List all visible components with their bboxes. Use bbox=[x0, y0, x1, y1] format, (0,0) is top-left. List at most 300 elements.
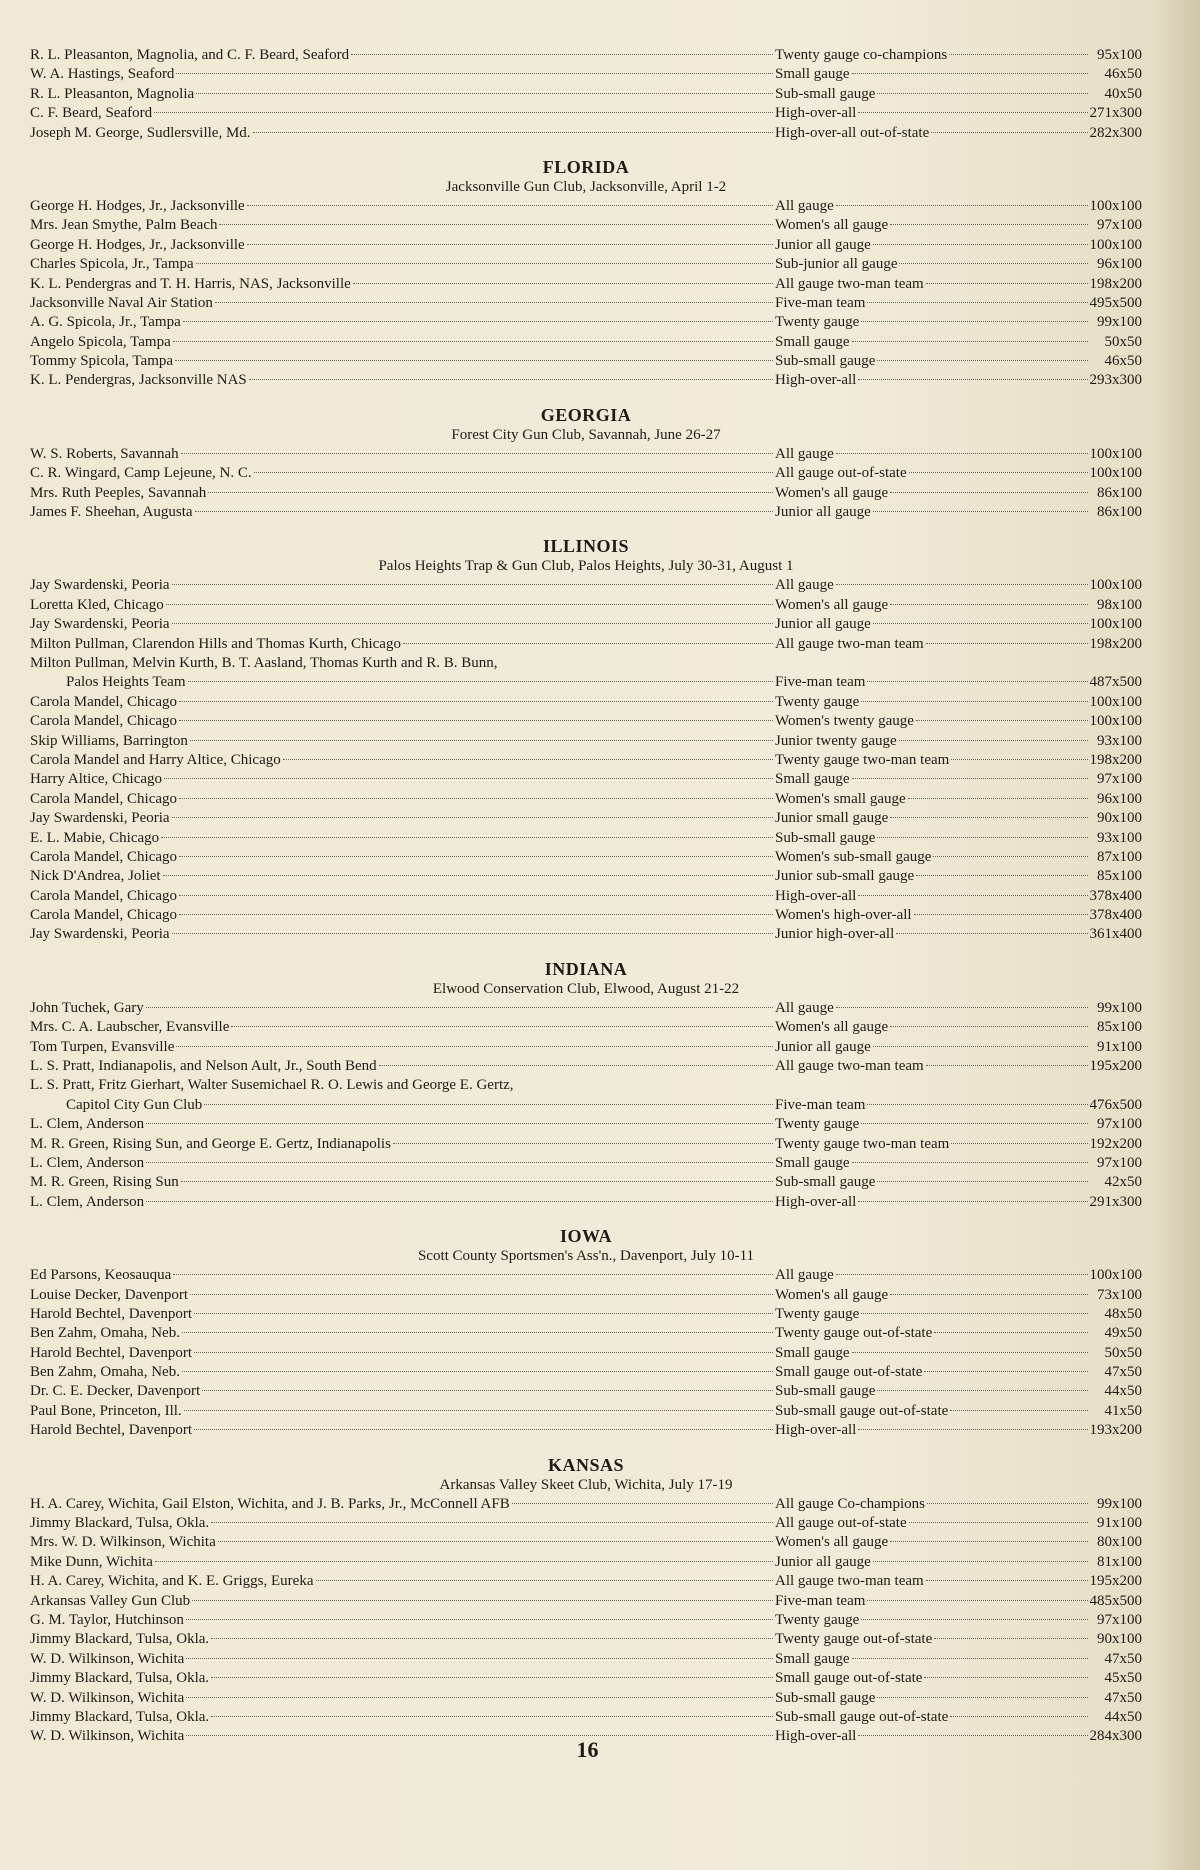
result-continuation-line: L. S. Pratt, Fritz Gierhart, Walter Susemichael R. O. Lewis and George E. Gertz, bbox=[30, 1077, 514, 1094]
result-left bbox=[30, 1286, 775, 1305]
state-section bbox=[30, 156, 1142, 391]
club-subheading: Palos Heights Trap & Gun Club, Palos Heights, July 30-31, August 1 bbox=[378, 558, 794, 575]
result-row bbox=[30, 1592, 1142, 1611]
shooter-name: L. Clem, Anderson bbox=[30, 1154, 145, 1171]
event-name: Sub-small gauge bbox=[775, 353, 876, 370]
event-name: High-over-all bbox=[775, 1422, 857, 1439]
result-right bbox=[775, 1286, 1142, 1305]
result-row bbox=[30, 464, 1142, 483]
shooter-name: Ben Zahm, Omaha, Neb. bbox=[30, 1325, 180, 1342]
dot-leader bbox=[877, 837, 1088, 838]
event-name: Twenty gauge bbox=[775, 693, 860, 710]
dot-leader bbox=[950, 1716, 1088, 1717]
dot-leader bbox=[908, 798, 1088, 799]
result-left bbox=[30, 1669, 775, 1688]
shooter-name: Jay Swardenski, Peoria bbox=[30, 810, 170, 827]
score-value: 80x100 bbox=[1097, 1534, 1142, 1551]
dot-leader bbox=[861, 1123, 1088, 1124]
event-name: Junior all gauge bbox=[775, 1553, 871, 1570]
dot-leader bbox=[204, 1104, 773, 1105]
result-right bbox=[775, 46, 1142, 65]
result-row bbox=[30, 352, 1142, 371]
result-left bbox=[30, 1689, 775, 1708]
result-row bbox=[30, 635, 1142, 654]
event-name: Junior all gauge bbox=[775, 616, 871, 633]
score-value: 86x100 bbox=[1097, 504, 1142, 521]
event-name: Junior small gauge bbox=[775, 810, 889, 827]
result-left bbox=[30, 673, 775, 692]
event-name: Twenty gauge co-champions bbox=[775, 47, 948, 63]
dot-leader bbox=[219, 224, 773, 225]
event-name: Twenty gauge bbox=[775, 1116, 860, 1133]
state-heading: ILLINOIS bbox=[542, 536, 630, 557]
result-row bbox=[30, 1286, 1142, 1305]
shooter-name: Loretta Kled, Chicago bbox=[30, 596, 164, 613]
score-value: 96x100 bbox=[1097, 256, 1142, 273]
dot-leader bbox=[852, 1162, 1088, 1163]
score-value: 378x400 bbox=[1089, 887, 1142, 904]
result-left bbox=[30, 693, 775, 712]
state-section bbox=[30, 404, 1142, 523]
result-row bbox=[30, 1057, 1142, 1076]
state-section bbox=[30, 1225, 1142, 1441]
event-name: Sub-small gauge out-of-state bbox=[775, 1402, 949, 1419]
shooter-name: R. L. Pleasanton, Magnolia bbox=[30, 85, 195, 102]
result-right bbox=[775, 1592, 1142, 1611]
event-name: All gauge two-man team bbox=[775, 1573, 924, 1590]
dot-leader bbox=[873, 623, 1088, 624]
dot-leader bbox=[353, 283, 773, 284]
result-row bbox=[30, 445, 1142, 464]
result-right bbox=[775, 236, 1142, 255]
result-row bbox=[30, 1421, 1142, 1440]
event-name: Junior high-over-all bbox=[775, 926, 895, 943]
result-left bbox=[30, 371, 775, 390]
result-left bbox=[30, 809, 775, 828]
result-left bbox=[30, 1553, 775, 1572]
result-left bbox=[30, 790, 775, 809]
result-row bbox=[30, 46, 1142, 65]
shooter-name: Mike Dunn, Wichita bbox=[30, 1553, 153, 1570]
dot-leader bbox=[172, 933, 773, 934]
dot-leader bbox=[861, 321, 1088, 322]
dot-leader bbox=[176, 73, 773, 74]
dot-leader bbox=[218, 1541, 773, 1542]
shooter-name: A. G. Spicola, Jr., Tampa bbox=[30, 314, 181, 331]
result-left bbox=[30, 576, 775, 595]
dot-leader bbox=[890, 224, 1088, 225]
result-row bbox=[30, 673, 1142, 692]
shooter-name: G. M. Taylor, Hutchinson bbox=[30, 1612, 184, 1628]
state-heading: FLORIDA bbox=[542, 156, 630, 177]
result-right bbox=[775, 751, 1142, 770]
dot-leader bbox=[890, 492, 1088, 493]
result-right bbox=[775, 1363, 1142, 1382]
dot-leader bbox=[867, 1104, 1087, 1105]
result-left bbox=[30, 124, 775, 143]
dot-leader bbox=[176, 1046, 773, 1047]
result-left bbox=[30, 732, 775, 751]
result-row bbox=[30, 371, 1142, 390]
event-name: Women's all gauge bbox=[775, 596, 889, 613]
shooter-name: M. R. Green, Rising Sun bbox=[30, 1174, 179, 1191]
result-left bbox=[30, 1708, 775, 1727]
event-name: Sub-small gauge bbox=[775, 1174, 876, 1191]
dot-leader bbox=[877, 1697, 1088, 1698]
result-right bbox=[775, 1115, 1142, 1134]
shooter-name: Skip Williams, Barrington bbox=[30, 732, 188, 749]
shooter-name: John Tuchek, Gary bbox=[30, 999, 144, 1016]
result-right bbox=[775, 829, 1142, 848]
dot-leader bbox=[949, 54, 1088, 55]
dot-leader bbox=[211, 1522, 773, 1523]
club-subheading: Scott County Sportsmen's Ass'n., Davenport, July 10-11 bbox=[417, 1248, 755, 1265]
result-right bbox=[775, 503, 1142, 522]
shooter-name: Angelo Spicola, Tampa bbox=[30, 333, 171, 350]
result-right bbox=[775, 1402, 1142, 1421]
dot-leader bbox=[351, 54, 773, 55]
result-right bbox=[775, 1193, 1142, 1212]
result-left bbox=[30, 867, 775, 886]
event-name: Junior sub-small gauge bbox=[775, 868, 915, 885]
event-name: Junior all gauge bbox=[775, 1038, 871, 1055]
dot-leader bbox=[924, 1371, 1088, 1372]
dot-leader bbox=[951, 759, 1087, 760]
dot-leader bbox=[146, 1123, 773, 1124]
result-row bbox=[30, 216, 1142, 235]
result-right bbox=[775, 1173, 1142, 1192]
dot-leader bbox=[283, 759, 773, 760]
dot-leader bbox=[877, 1181, 1088, 1182]
shooter-name: Carola Mandel, Chicago bbox=[30, 887, 178, 904]
event-name: All gauge two-man team bbox=[775, 275, 924, 292]
score-value: 49x50 bbox=[1104, 1325, 1142, 1342]
dot-leader bbox=[934, 1638, 1088, 1639]
shooter-name: Mrs. Jean Smythe, Palm Beach bbox=[30, 217, 218, 234]
score-value: 361x400 bbox=[1089, 926, 1142, 943]
event-name: Five-man team bbox=[775, 294, 866, 311]
result-left bbox=[30, 1363, 775, 1382]
result-row bbox=[30, 790, 1142, 809]
result-right bbox=[775, 887, 1142, 906]
shooter-name: H. A. Carey, Wichita, and K. E. Griggs, Eureka bbox=[30, 1573, 314, 1590]
result-row bbox=[30, 906, 1142, 925]
score-value: 100x100 bbox=[1089, 577, 1142, 594]
dot-leader bbox=[190, 1294, 773, 1295]
dot-leader bbox=[181, 453, 773, 454]
result-row bbox=[30, 294, 1142, 313]
dot-leader bbox=[161, 837, 773, 838]
result-row bbox=[30, 1382, 1142, 1401]
result-right bbox=[775, 848, 1142, 867]
result-row bbox=[30, 848, 1142, 867]
dot-leader bbox=[208, 492, 773, 493]
dot-leader bbox=[951, 1143, 1087, 1144]
score-value: 485x500 bbox=[1089, 1592, 1142, 1609]
score-value: 100x100 bbox=[1089, 1267, 1142, 1284]
score-value: 90x100 bbox=[1097, 1631, 1142, 1648]
club-subheading: Forest City Gun Club, Savannah, June 26-27 bbox=[451, 426, 721, 443]
result-row bbox=[30, 1173, 1142, 1192]
dot-leader bbox=[877, 1390, 1088, 1391]
dot-leader bbox=[861, 701, 1087, 702]
result-right bbox=[775, 1421, 1142, 1440]
score-value: 100x100 bbox=[1089, 693, 1142, 710]
score-value: 198x200 bbox=[1089, 751, 1142, 768]
result-left bbox=[30, 829, 775, 848]
shooter-name: Tommy Spicola, Tampa bbox=[30, 353, 174, 370]
score-value: 47x50 bbox=[1104, 1689, 1142, 1706]
result-row bbox=[30, 1344, 1142, 1363]
shooter-name: K. L. Pendergras, Jacksonville NAS bbox=[30, 372, 247, 389]
dot-leader bbox=[146, 1162, 773, 1163]
shooter-name: Jimmy Blackard, Tulsa, Okla. bbox=[30, 1670, 210, 1687]
event-name: Twenty gauge two-man team bbox=[775, 1135, 950, 1152]
dot-leader bbox=[877, 93, 1088, 94]
dot-leader bbox=[247, 244, 773, 245]
score-value: 193x200 bbox=[1089, 1422, 1142, 1439]
shooter-name: Ed Parsons, Keosauqua bbox=[30, 1267, 172, 1284]
result-right bbox=[775, 104, 1142, 123]
event-name: Twenty gauge bbox=[775, 1305, 860, 1322]
result-row bbox=[30, 829, 1142, 848]
result-right bbox=[775, 333, 1142, 352]
club-subheading: Elwood Conservation Club, Elwood, August 21-22 bbox=[432, 980, 740, 997]
score-value: 91x100 bbox=[1097, 1515, 1142, 1532]
dot-leader bbox=[202, 1390, 773, 1391]
result-left bbox=[30, 1173, 775, 1192]
event-name: Twenty gauge two-man team bbox=[775, 751, 950, 768]
dot-leader bbox=[182, 1371, 773, 1372]
score-value: 48x50 bbox=[1104, 1305, 1142, 1322]
result-row bbox=[30, 770, 1142, 789]
shooter-name: Jay Swardenski, Peoria bbox=[30, 577, 170, 594]
score-value: 91x100 bbox=[1097, 1038, 1142, 1055]
result-right bbox=[775, 275, 1142, 294]
result-left bbox=[30, 255, 775, 274]
event-name: Small gauge bbox=[775, 1650, 850, 1667]
dot-leader bbox=[836, 453, 1088, 454]
result-row bbox=[30, 124, 1142, 143]
score-value: 100x100 bbox=[1089, 197, 1142, 214]
result-row bbox=[30, 693, 1142, 712]
dot-leader bbox=[179, 701, 773, 702]
event-name: All gauge out-of-state bbox=[775, 465, 907, 482]
dot-leader bbox=[195, 511, 773, 512]
result-row bbox=[30, 1514, 1142, 1533]
dot-leader bbox=[890, 1541, 1088, 1542]
result-left bbox=[30, 1572, 775, 1591]
result-row bbox=[30, 104, 1142, 123]
score-value: 47x50 bbox=[1104, 1364, 1142, 1381]
event-name: All gauge bbox=[775, 1267, 834, 1284]
event-name: Small gauge out-of-state bbox=[775, 1670, 923, 1687]
score-value: 100x100 bbox=[1089, 713, 1142, 730]
dot-leader bbox=[836, 584, 1088, 585]
event-name: Sub-small gauge bbox=[775, 1689, 876, 1706]
result-right bbox=[775, 1135, 1142, 1154]
event-name: Women's small gauge bbox=[775, 790, 906, 807]
score-value: 97x100 bbox=[1097, 1154, 1142, 1171]
result-left bbox=[30, 1266, 775, 1285]
result-left bbox=[30, 46, 775, 65]
result-right bbox=[775, 352, 1142, 371]
result-left bbox=[30, 1650, 775, 1669]
score-value: 198x200 bbox=[1089, 635, 1142, 652]
shooter-name: Carola Mandel, Chicago bbox=[30, 848, 178, 865]
result-right bbox=[775, 1344, 1142, 1363]
dot-leader bbox=[173, 1274, 773, 1275]
result-right bbox=[775, 255, 1142, 274]
event-name: Women's all gauge bbox=[775, 1286, 889, 1303]
dot-leader bbox=[933, 856, 1088, 857]
dot-leader bbox=[852, 341, 1088, 342]
dot-leader bbox=[858, 379, 1087, 380]
score-value: 97x100 bbox=[1097, 1116, 1142, 1133]
shooter-name: Mrs. Ruth Peeples, Savannah bbox=[30, 484, 207, 501]
result-row bbox=[30, 313, 1142, 332]
result-right bbox=[775, 1495, 1142, 1514]
result-right bbox=[775, 1611, 1142, 1630]
dot-leader bbox=[179, 914, 773, 915]
result-left bbox=[30, 999, 775, 1018]
result-left bbox=[30, 1382, 775, 1401]
result-row bbox=[30, 1689, 1142, 1708]
result-row bbox=[30, 1135, 1142, 1154]
result-left bbox=[30, 236, 775, 255]
score-value: 98x100 bbox=[1097, 596, 1142, 613]
event-name: All gauge out-of-state bbox=[775, 1515, 907, 1532]
score-value: 50x50 bbox=[1104, 333, 1142, 350]
result-row bbox=[30, 275, 1142, 294]
score-value: 86x100 bbox=[1097, 484, 1142, 501]
event-name: Small gauge bbox=[775, 771, 850, 788]
result-left bbox=[30, 1592, 775, 1611]
dot-leader bbox=[867, 302, 1087, 303]
event-name: All gauge bbox=[775, 445, 834, 462]
score-value: 284x300 bbox=[1089, 1728, 1142, 1745]
result-left bbox=[30, 85, 775, 104]
result-row bbox=[30, 197, 1142, 216]
club-subheading: Arkansas Valley Skeet Club, Wichita, July 17-19 bbox=[439, 1476, 733, 1493]
result-right bbox=[775, 1533, 1142, 1552]
state-section bbox=[30, 1454, 1142, 1747]
result-left bbox=[30, 1135, 775, 1154]
shooter-name: Palos Heights Team bbox=[66, 674, 186, 691]
score-value: 96x100 bbox=[1097, 790, 1142, 807]
score-value: 99x100 bbox=[1097, 999, 1142, 1016]
result-row bbox=[30, 1363, 1142, 1382]
shooter-name: Jay Swardenski, Peoria bbox=[30, 926, 170, 943]
shooter-name: Harold Bechtel, Davenport bbox=[30, 1422, 193, 1439]
result-continuation-line: Milton Pullman, Melvin Kurth, B. T. Aasland, Thomas Kurth and R. B. Bunn, bbox=[30, 654, 498, 671]
result-row bbox=[30, 576, 1142, 595]
event-name: High-over-all bbox=[775, 1193, 857, 1210]
result-right bbox=[775, 1266, 1142, 1285]
shooter-name: George H. Hodges, Jr., Jacksonville bbox=[30, 197, 245, 214]
result-right bbox=[775, 1572, 1142, 1591]
result-left bbox=[30, 445, 775, 464]
dot-leader bbox=[196, 93, 773, 94]
dot-leader bbox=[154, 112, 773, 113]
score-value: 87x100 bbox=[1097, 848, 1142, 865]
score-value: 95x100 bbox=[1097, 47, 1142, 63]
result-left bbox=[30, 615, 775, 634]
result-right bbox=[775, 294, 1142, 313]
shooter-name: Carola Mandel, Chicago bbox=[30, 907, 178, 924]
result-right bbox=[775, 216, 1142, 235]
shooter-name: Tom Turpen, Evansville bbox=[30, 1038, 175, 1055]
dot-leader bbox=[858, 895, 1087, 896]
dot-leader bbox=[914, 914, 1088, 915]
result-left bbox=[30, 1630, 775, 1649]
dot-leader bbox=[194, 1352, 773, 1353]
dot-leader bbox=[186, 1619, 773, 1620]
result-left bbox=[30, 104, 775, 123]
event-name: Twenty gauge bbox=[775, 1612, 860, 1628]
score-value: 85x100 bbox=[1097, 1019, 1142, 1036]
result-left bbox=[30, 313, 775, 332]
event-name: Five-man team bbox=[775, 1096, 866, 1113]
result-row bbox=[30, 1305, 1142, 1324]
event-name: Small gauge bbox=[775, 66, 850, 83]
score-value: 97x100 bbox=[1097, 217, 1142, 234]
shooter-name: E. L. Mabie, Chicago bbox=[30, 829, 160, 846]
score-value: 90x100 bbox=[1097, 810, 1142, 827]
result-right bbox=[775, 1382, 1142, 1401]
dot-leader bbox=[179, 720, 773, 721]
result-right bbox=[775, 1096, 1142, 1115]
shooter-name: Charles Spicola, Jr., Tampa bbox=[30, 256, 194, 273]
result-right bbox=[775, 313, 1142, 332]
result-left bbox=[30, 1344, 775, 1363]
state-heading: INDIANA bbox=[544, 958, 628, 979]
dot-leader bbox=[890, 817, 1088, 818]
result-right bbox=[775, 809, 1142, 828]
result-right bbox=[775, 1154, 1142, 1173]
shooter-name: L. S. Pratt, Indianapolis, and Nelson Ault, Jr., South Bend bbox=[30, 1058, 377, 1075]
result-right bbox=[775, 635, 1142, 654]
dot-leader bbox=[172, 817, 773, 818]
event-name: Junior twenty gauge bbox=[775, 732, 897, 749]
shooter-name: Carola Mandel, Chicago bbox=[30, 790, 178, 807]
dot-leader bbox=[890, 1294, 1088, 1295]
event-name: Women's all gauge bbox=[775, 484, 889, 501]
result-row bbox=[30, 1193, 1142, 1212]
dot-leader bbox=[873, 1561, 1088, 1562]
dot-leader bbox=[899, 740, 1088, 741]
dot-leader bbox=[186, 1697, 773, 1698]
event-name: Small gauge bbox=[775, 1154, 850, 1171]
result-left bbox=[30, 484, 775, 503]
shooter-name: M. R. Green, Rising Sun, and George E. Gertz, Indianapolis bbox=[30, 1135, 391, 1152]
result-right bbox=[775, 925, 1142, 944]
result-left bbox=[30, 635, 775, 654]
shooter-name: K. L. Pendergras and T. H. Harris, NAS, Jacksonville bbox=[30, 275, 351, 292]
dot-leader bbox=[155, 1561, 773, 1562]
shooter-name: H. A. Carey, Wichita, Gail Elston, Wichita, and J. B. Parks, Jr., McConnell AFB bbox=[30, 1495, 510, 1512]
result-row bbox=[30, 1324, 1142, 1343]
result-row bbox=[30, 85, 1142, 104]
shooter-name: C. R. Wingard, Camp Lejeune, N. C. bbox=[30, 465, 252, 482]
shooter-name: Jacksonville Naval Air Station bbox=[30, 294, 213, 311]
dot-leader bbox=[231, 1026, 773, 1027]
dot-leader bbox=[926, 283, 1088, 284]
event-name: Sub-junior all gauge bbox=[775, 256, 898, 273]
result-row bbox=[30, 1402, 1142, 1421]
result-right bbox=[775, 1324, 1142, 1343]
dot-leader bbox=[877, 360, 1088, 361]
